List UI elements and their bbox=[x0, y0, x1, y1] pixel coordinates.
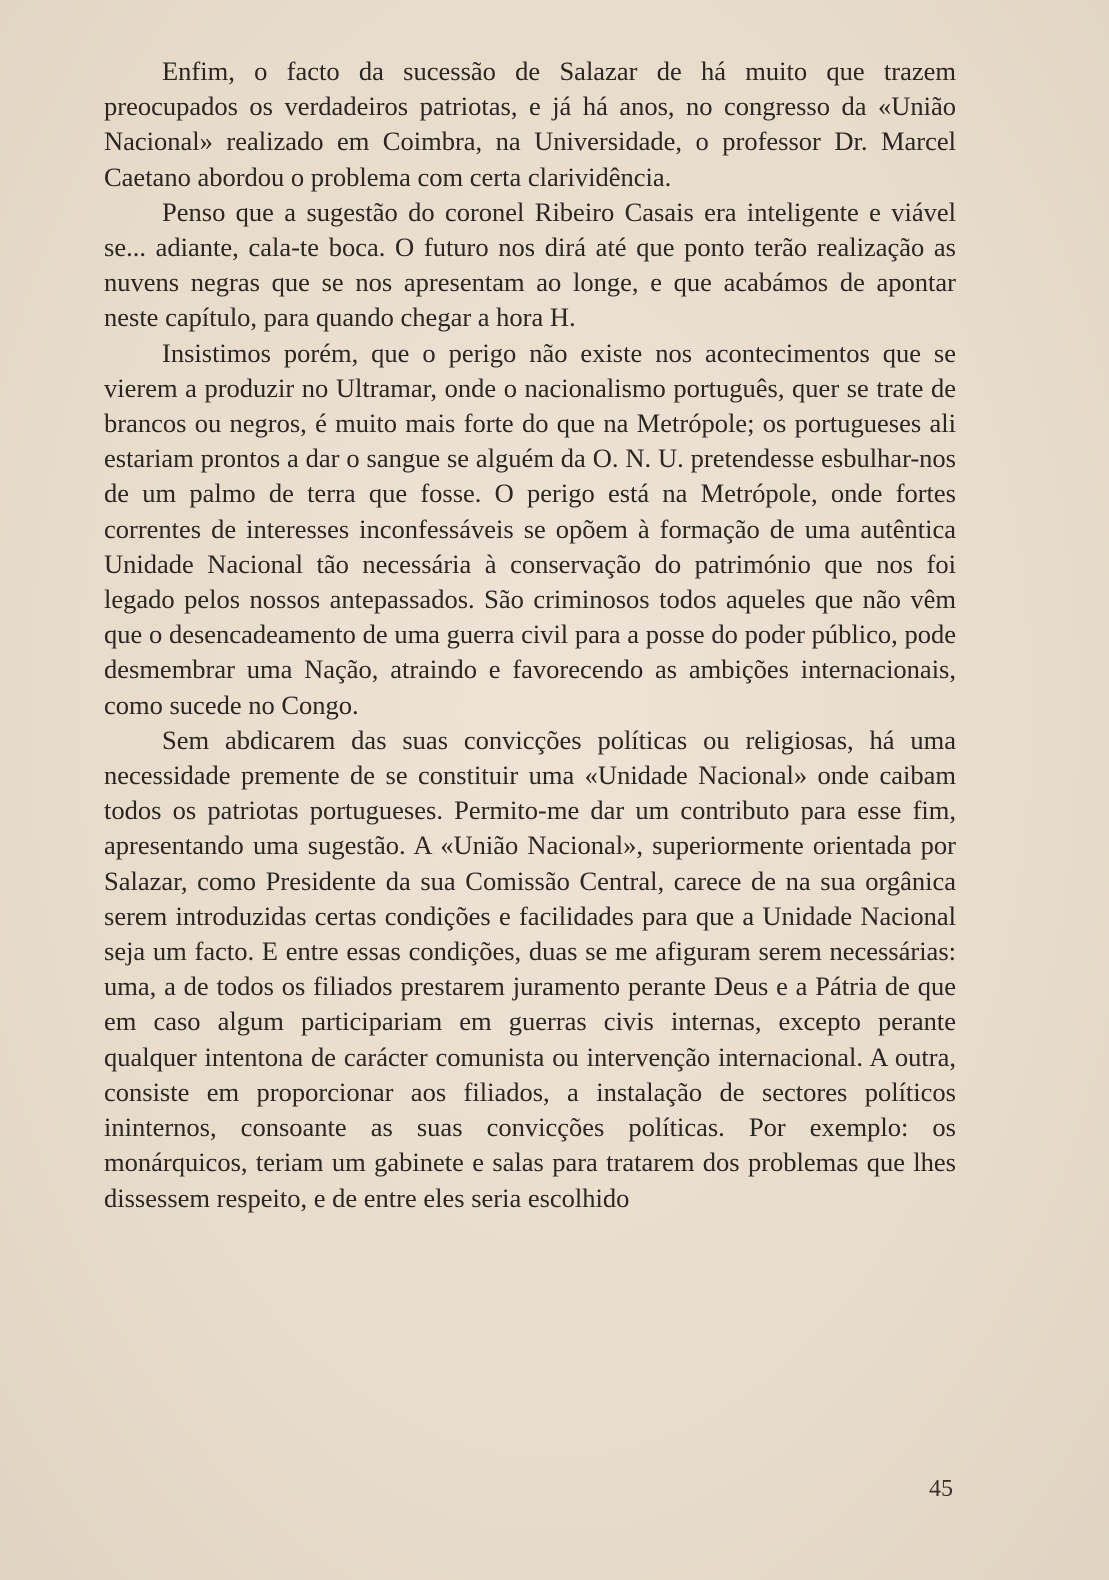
paragraph-2: Penso que a sugestão do coronel Ribeiro Casais era inteligente e viável se... adiante, cala-te boca. O futuro nos dirá até que ponto terão realização as nuvens negras que se nos apresentam ao longe, e que acabámos de apontar neste capítulo, para quando chegar a hora H. bbox=[104, 196, 956, 333]
body-text bbox=[104, 54, 956, 1216]
paragraph-3: Insistimos porém, que o perigo não existe nos acontecimentos que se vierem a produzir no Ultramar, onde o nacionalismo português, quer se trate de brancos ou negros, é muito mais forte do que na Metrópole; os portugueses ali estariam prontos a dar o sangue se alguém da O. N. U. pretendesse esbulhar-nos de um palmo de terra que fosse. O perigo está na Metrópole, onde fortes correntes de interesses inconfessáveis se opõem à formação de uma autêntica Unidade Nacional tão necessária à conservação do património que nos foi legado pelos nossos antepassados. São criminosos todos aqueles que não vêm que o desencadeamento de uma guerra civil para a posse do poder público, pode desmembrar uma Nação, atraindo e favorecendo as ambições internacionais, como sucede no Congo. bbox=[104, 337, 956, 720]
page-number: 45 bbox=[929, 1476, 953, 1502]
paragraph-1: Enfim, o facto da sucessão de Salazar de há muito que trazem preocupados os verdadeiros patriotas, e já há anos, no congresso da «União Nacional» realizado em Coimbra, na Universidade, o professor Dr. Marcel Caetano abordou o problema com certa clarividência. bbox=[104, 56, 956, 192]
paragraph-4: Sem abdicarem das suas convicções políticas ou religiosas, há uma necessidade premente de se constituir uma «Unidade Nacional» onde caibam todos os patriotas portugueses. Permito-me dar um contributo para esse fim, apresentando uma sugestão. A «União Nacional», superiormente orientada por Salazar, como Presidente da sua Comissão Central, carece de na sua orgânica serem introduzidas certas condições e facilidades para que a Unidade Nacional seja um facto. E entre essas condições, duas se me afiguram serem necessárias: uma, a de todos os filiados prestarem juramento perante Deus e a Pátria de que em caso algum participariam em guerras civis internas, excepto perante qualquer intentona de carácter comunista ou intervenção internacional. A outra, consiste em proporcionar aos filiados, a instalação de sectores políticos ininternos, consoante as suas convicções políticas. Por exemplo: os monárquicos, teriam um gabinete e salas para tratarem dos problemas que lhes dissessem respeito, e de entre eles seria escolhido bbox=[104, 724, 956, 1213]
